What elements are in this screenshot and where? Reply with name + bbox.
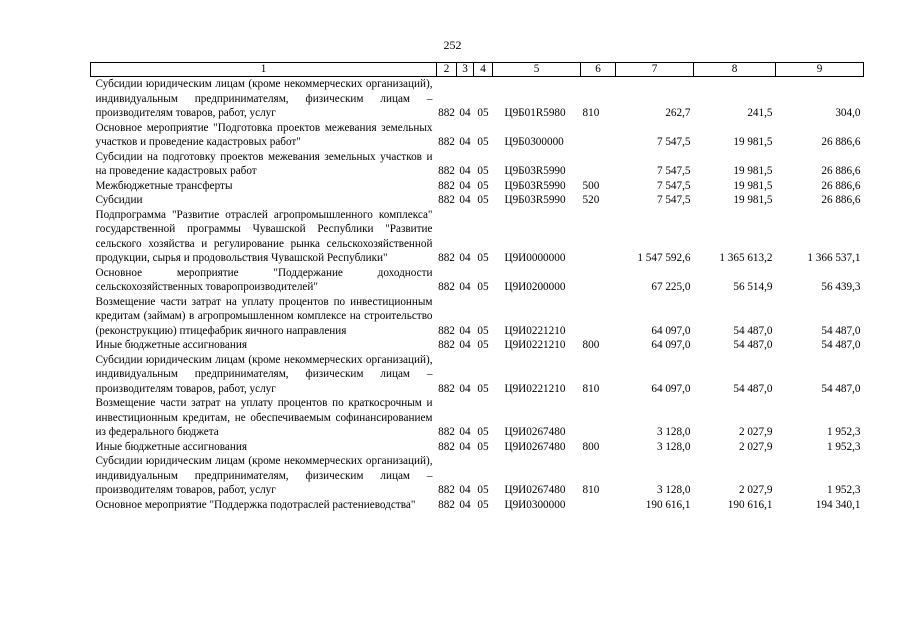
target-article-cell: Ц9И0221210 [504,382,566,395]
row-name-cell: Возмещение части затрат на уплату процентов по краткосрочным и инвестиционным кредитам, не обеспечиваемым софинансированием из федерального бюджета [95,397,433,438]
row-name-cell: Иные бюджетные ассигнования [95,339,247,351]
section-code-cell: 04 [459,281,471,293]
expense-type-cell [581,121,616,150]
table-row [91,77,864,121]
header-cell-year-1: 7 [616,63,694,77]
amount-year-2-cell: 54 487,0 [733,339,773,351]
subsection-code-cell: 05 [477,165,489,177]
expense-type-cell [581,498,616,513]
section-code-cell: 04 [459,339,471,351]
expense-type-cell [581,208,616,266]
amount-year-3-cell: 304,0 [835,107,861,119]
row-name-cell: Межбюджетные трансферты [95,179,233,192]
amount-year-2-cell: 19 981,5 [733,179,773,192]
amount-year-3-cell: 194 340,1 [815,498,861,511]
amount-year-1-cell: 7 547,5 [656,194,691,206]
table-row [91,338,864,353]
expense-type-cell [581,150,616,179]
row-name-cell: Основное мероприятие "Поддержание доходности сельскохозяйственных товаропроизводителей" [95,266,433,293]
target-article-cell: Ц9И0267480 [504,440,566,453]
section-code-cell: 04 [459,382,471,395]
amount-year-2-cell: 241,5 [747,107,773,119]
row-name-cell: Субсидии на подготовку проектов межевания земельных участков и на проведение кадастровых работ [95,150,433,177]
subsection-code-cell: 05 [477,498,489,511]
section-code-cell: 04 [459,324,471,337]
amount-year-3-cell: 1 366 537,1 [807,252,861,264]
ministry-code-cell: 882 [438,165,455,177]
table-row [91,440,864,455]
ministry-code-cell: 882 [438,252,455,264]
target-article-cell: Ц9И0200000 [504,281,566,293]
section-code-cell: 04 [459,426,471,438]
target-article-cell: Ц9Б01R5980 [504,107,566,119]
table-row [91,498,864,513]
expense-type-cell: 800 [582,339,600,351]
expense-type-cell [581,266,616,295]
row-name-cell: Субсидии юридическим лицам (кроме некоммерческих организаций), индивидуальным предпринимателям, физическим лицам – производителям товаров, работ, услуг [95,78,433,119]
ministry-code-cell: 882 [438,440,455,453]
subsection-code-cell: 05 [477,426,489,438]
amount-year-2-cell: 19 981,5 [733,194,773,206]
subsection-code-cell: 05 [477,281,489,293]
section-code-cell: 04 [459,165,471,177]
table-row [91,396,864,440]
amount-year-1-cell: 190 616,1 [645,498,691,511]
header-cell-year-3: 9 [776,63,864,77]
header-cell-target-article: 5 [493,63,581,77]
target-article-cell: Ц9И0267480 [504,484,566,496]
ministry-code-cell: 882 [438,194,455,206]
subsection-code-cell: 05 [477,339,489,351]
subsection-code-cell: 05 [477,252,489,264]
target-article-cell: Ц9И0267480 [504,426,566,438]
row-name-cell: Субсидии [95,194,143,206]
section-code-cell: 04 [459,179,471,192]
table-row [91,454,864,498]
amount-year-3-cell: 26 886,6 [821,194,861,206]
row-name-cell: Подпрограмма "Развитие отраслей агропромышленного комплекса" государственной программы Чувашской Республики "Развитие сельского хозяйства и регулирование рынка сельскохозяйственной продукции, сырья и продовольствия Чувашской Республики" [95,208,433,264]
amount-year-2-cell: 54 487,0 [733,324,773,337]
header-cell-name: 1 [91,63,437,77]
row-name-cell: Субсидии юридическим лицам (кроме некоммерческих организаций), индивидуальным предпринимателям, физическим лицам – производителям товаров, работ, услуг [95,353,433,395]
table-row [91,208,864,266]
expense-type-cell: 810 [582,382,600,395]
ministry-code-cell: 882 [438,324,455,337]
ministry-code-cell: 882 [438,498,455,511]
amount-year-3-cell: 26 886,6 [821,179,861,192]
ministry-code-cell: 882 [438,484,455,496]
target-article-cell: Ц9И0221210 [504,324,566,337]
amount-year-2-cell: 2 027,9 [738,426,773,438]
amount-year-1-cell: 7 547,5 [656,165,691,177]
header-cell-ministry: 2 [437,63,457,77]
table-row [91,179,864,194]
section-code-cell: 04 [459,440,471,453]
header-cell-year-2: 8 [694,63,776,77]
header-cell-subsection: 4 [474,63,493,77]
subsection-code-cell: 05 [477,324,489,337]
amount-year-3-cell: 1 952,3 [826,426,861,438]
table-header [91,63,864,77]
expense-type-cell [581,295,616,339]
amount-year-3-cell: 54 487,0 [821,339,861,351]
ministry-code-cell: 882 [438,339,455,351]
row-name-cell: Возмещение части затрат на уплату процентов по инвестиционным кредитам (займам) в агропромышленном комплексе на строительство (реконструкцию) птицефабрик яичного направления [95,295,433,337]
section-code-cell: 04 [459,252,471,264]
ministry-code-cell: 882 [438,179,455,192]
ministry-code-cell: 882 [438,426,455,438]
expense-type-cell: 800 [582,440,600,453]
amount-year-1-cell: 64 097,0 [651,324,691,337]
expense-type-cell [581,396,616,440]
amount-year-1-cell: 3 128,0 [656,484,691,496]
target-article-cell: Ц9Б03R5990 [504,179,566,192]
amount-year-2-cell: 54 487,0 [733,382,773,395]
ministry-code-cell: 882 [438,281,455,293]
amount-year-1-cell: 1 547 592,6 [637,252,691,264]
ministry-code-cell: 882 [438,382,455,395]
row-name-cell: Субсидии юридическим лицам (кроме некоммерческих организаций), индивидуальным предпринимателям, физическим лицам – производителям товаров, работ, услуг [95,455,433,496]
expense-type-cell: 520 [582,194,600,206]
amount-year-2-cell: 1 365 613,2 [719,252,773,264]
subsection-code-cell: 05 [477,484,489,496]
amount-year-1-cell: 3 128,0 [656,440,691,453]
subsection-code-cell: 05 [477,179,489,192]
section-code-cell: 04 [459,107,471,119]
subsection-code-cell: 05 [477,194,489,206]
table-row [91,353,864,397]
amount-year-1-cell: 262,7 [665,107,691,119]
header-cell-section: 3 [457,63,474,77]
subsection-code-cell: 05 [477,382,489,395]
table-body [91,77,864,513]
target-article-cell: Ц9Б0300000 [504,136,564,148]
amount-year-2-cell: 190 616,1 [727,498,773,511]
table-row [91,295,864,339]
amount-year-3-cell: 1 952,3 [826,440,861,453]
amount-year-3-cell: 56 439,3 [821,281,861,293]
amount-year-2-cell: 56 514,9 [733,281,773,293]
header-row [91,63,864,77]
table-row [91,150,864,179]
amount-year-1-cell: 7 547,5 [656,136,691,148]
table-row [91,121,864,150]
amount-year-1-cell: 64 097,0 [651,382,691,395]
budget-table [90,62,864,512]
header-cell-expense-type: 6 [581,63,616,77]
section-code-cell: 04 [459,194,471,206]
ministry-code-cell: 882 [438,136,455,148]
subsection-code-cell: 05 [477,107,489,119]
amount-year-1-cell: 64 097,0 [651,339,691,351]
amount-year-3-cell: 54 487,0 [821,382,861,395]
target-article-cell: Ц9И0000000 [504,252,566,264]
subsection-code-cell: 05 [477,136,489,148]
target-article-cell: Ц9И0300000 [504,498,566,511]
row-name-cell: Основное мероприятие "Поддержка подотраслей растениеводства" [95,498,416,511]
row-name-cell: Основное мероприятие "Подготовка проектов межевания земельных участков и проведение кадастровых работ" [95,121,433,148]
amount-year-1-cell: 7 547,5 [656,179,691,192]
expense-type-cell: 810 [582,107,600,119]
target-article-cell: Ц9Б03R5990 [504,194,566,206]
section-code-cell: 04 [459,484,471,496]
page-number: 252 [443,38,462,52]
ministry-code-cell: 882 [438,107,455,119]
amount-year-3-cell: 54 487,0 [821,324,861,337]
amount-year-3-cell: 26 886,6 [821,165,861,177]
subsection-code-cell: 05 [477,440,489,453]
amount-year-2-cell: 2 027,9 [738,440,773,453]
amount-year-1-cell: 3 128,0 [656,426,691,438]
amount-year-2-cell: 19 981,5 [733,165,773,177]
amount-year-3-cell: 26 886,6 [821,136,861,148]
amount-year-2-cell: 2 027,9 [738,484,773,496]
amount-year-1-cell: 67 225,0 [651,281,691,293]
section-code-cell: 04 [459,498,471,511]
table-row [91,266,864,295]
expense-type-cell: 500 [582,179,600,192]
section-code-cell: 04 [459,136,471,148]
target-article-cell: Ц9Б03R5990 [504,165,566,177]
target-article-cell: Ц9И0221210 [504,339,566,351]
amount-year-3-cell: 1 952,3 [826,484,861,496]
expense-type-cell: 810 [582,484,600,496]
table-row [91,193,864,208]
row-name-cell: Иные бюджетные ассигнования [95,440,247,453]
amount-year-2-cell: 19 981,5 [733,136,773,148]
